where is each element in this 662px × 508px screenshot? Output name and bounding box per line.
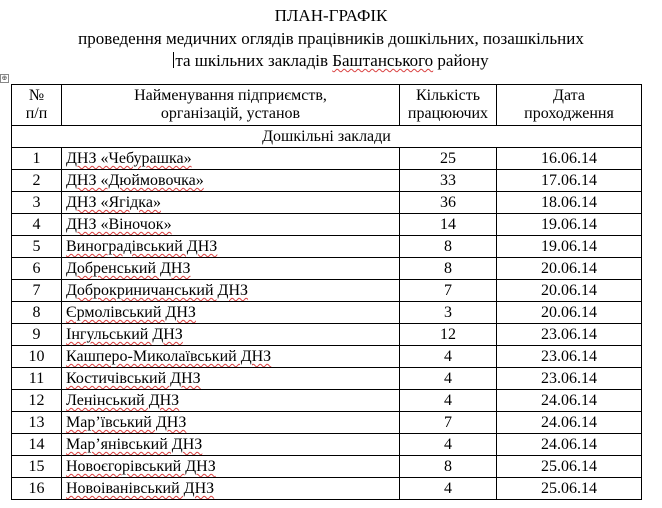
- cell-number: 5: [12, 236, 62, 258]
- cell-number: 10: [12, 346, 62, 368]
- institution-name-text: Єрмолівський ДНЗ: [66, 304, 196, 321]
- institution-name-text: Виноградівський ДНЗ: [66, 238, 218, 255]
- cell-institution-name: [62, 412, 400, 434]
- cell-number: 12: [12, 390, 62, 412]
- cell-number: 16: [12, 478, 62, 500]
- cell-institution-name: [62, 346, 400, 368]
- cell-employee-count: 4: [400, 478, 497, 500]
- institution-name-text: Мар’янівський ДНЗ: [66, 436, 203, 453]
- cell-employee-count: 8: [400, 258, 497, 280]
- institution-name-text: ДНЗ «Віночок»: [66, 216, 172, 233]
- table-row: [12, 170, 642, 192]
- header-count: [400, 85, 497, 126]
- cell-institution-name: [62, 434, 400, 456]
- cell-institution-name: [62, 390, 400, 412]
- cell-number: 4: [12, 214, 62, 236]
- institution-name-text: Мар’ївський ДНЗ: [66, 414, 187, 431]
- cell-employee-count: 4: [400, 434, 497, 456]
- table-row: [12, 148, 642, 170]
- institution-name-text: Кашперо-Миколаївський ДНЗ: [66, 348, 272, 365]
- cell-exam-date: 18.06.14: [497, 192, 642, 214]
- spellcheck-word: Баштанського: [332, 51, 434, 70]
- cell-number: 7: [12, 280, 62, 302]
- cell-number: 9: [12, 324, 62, 346]
- cell-exam-date: 20.06.14: [497, 258, 642, 280]
- section-row: [12, 126, 642, 148]
- table-row: [12, 192, 642, 214]
- table-row: [12, 478, 642, 500]
- table-row: [12, 390, 642, 412]
- table-row: [12, 368, 642, 390]
- cell-exam-date: 23.06.14: [497, 324, 642, 346]
- section-title: Дошкільні заклади: [12, 126, 642, 148]
- header-number-line2: п/п: [25, 105, 48, 122]
- header-name: [62, 85, 400, 126]
- institution-name-text: Костичівський ДНЗ: [66, 370, 201, 387]
- header-count-line2: працюючих: [407, 105, 489, 122]
- subtitle-line3-end: району: [433, 51, 489, 70]
- table-row: [12, 280, 642, 302]
- table-move-handle-icon[interactable]: ⊕: [1, 74, 8, 82]
- header-date-line1: Дата: [553, 87, 585, 104]
- cell-exam-date: 24.06.14: [497, 390, 642, 412]
- document-subtitle-line3: [0, 51, 662, 71]
- cell-exam-date: 23.06.14: [497, 346, 642, 368]
- institution-name-text: ДНЗ «Дюймовочка»: [66, 172, 204, 189]
- header-name-line2: організацій, установ: [160, 105, 301, 122]
- cell-employee-count: 36: [400, 192, 497, 214]
- cell-number: 2: [12, 170, 62, 192]
- cell-number: 6: [12, 258, 62, 280]
- document-subtitle: проведення медичних оглядів працівників дошкільних, позашкільних: [78, 29, 584, 48]
- table-row: [12, 412, 642, 434]
- table-row: [12, 214, 642, 236]
- cell-employee-count: 33: [400, 170, 497, 192]
- cell-exam-date: 16.06.14: [497, 148, 642, 170]
- cell-employee-count: 3: [400, 302, 497, 324]
- institution-name-text: Ленінський ДНЗ: [66, 392, 180, 409]
- table-row: [12, 324, 642, 346]
- cell-employee-count: 8: [400, 456, 497, 478]
- cell-number: 11: [12, 368, 62, 390]
- document-title: ПЛАН-ГРАФІК: [274, 6, 388, 25]
- cell-number: 15: [12, 456, 62, 478]
- cell-exam-date: 25.06.14: [497, 478, 642, 500]
- cell-exam-date: 20.06.14: [497, 302, 642, 324]
- header-count-line1: Кількість: [415, 87, 480, 104]
- institution-name-text: Інгульський ДНЗ: [66, 326, 183, 343]
- cell-institution-name: [62, 280, 400, 302]
- cell-employee-count: 7: [400, 412, 497, 434]
- cell-employee-count: 14: [400, 214, 497, 236]
- institution-name-text: ДНЗ «Ягідка»: [66, 194, 161, 211]
- institution-name-text: Новоіванівський ДНЗ: [66, 480, 215, 497]
- cell-institution-name: [62, 192, 400, 214]
- cell-exam-date: 24.06.14: [497, 434, 642, 456]
- cell-number: 1: [12, 148, 62, 170]
- cell-number: 3: [12, 192, 62, 214]
- cell-exam-date: 25.06.14: [497, 456, 642, 478]
- cell-employee-count: 25: [400, 148, 497, 170]
- cell-exam-date: 20.06.14: [497, 280, 642, 302]
- cell-employee-count: 8: [400, 236, 497, 258]
- cell-institution-name: [62, 302, 400, 324]
- cell-employee-count: 12: [400, 324, 497, 346]
- cell-institution-name: [62, 236, 400, 258]
- cell-institution-name: [62, 170, 400, 192]
- cell-institution-name: [62, 258, 400, 280]
- institution-name-text: Новоєгорівський ДНЗ: [66, 458, 216, 475]
- cell-institution-name: [62, 214, 400, 236]
- table-row: [12, 236, 642, 258]
- subtitle-line3-start: та шкільних закладів: [175, 51, 333, 70]
- header-number: [12, 85, 62, 126]
- cell-exam-date: 19.06.14: [497, 214, 642, 236]
- header-date-line2: проходження: [524, 105, 614, 122]
- cell-institution-name: [62, 148, 400, 170]
- cell-institution-name: [62, 478, 400, 500]
- header-number-line1: №: [28, 87, 45, 104]
- cell-institution-name: [62, 324, 400, 346]
- cell-exam-date: 19.06.14: [497, 236, 642, 258]
- cell-employee-count: 4: [400, 390, 497, 412]
- table-row: [12, 258, 642, 280]
- cell-employee-count: 4: [400, 346, 497, 368]
- cell-exam-date: 23.06.14: [497, 368, 642, 390]
- cell-employee-count: 7: [400, 280, 497, 302]
- table-row: [12, 346, 642, 368]
- cell-exam-date: 17.06.14: [497, 170, 642, 192]
- table-row: [12, 302, 642, 324]
- cell-exam-date: 24.06.14: [497, 412, 642, 434]
- header-date: [497, 85, 642, 126]
- table-row: [12, 434, 642, 456]
- cell-number: 14: [12, 434, 62, 456]
- cell-employee-count: 4: [400, 368, 497, 390]
- institution-name-text: ДНЗ «Чебурашка»: [66, 150, 192, 167]
- cell-institution-name: [62, 456, 400, 478]
- schedule-table: [11, 84, 642, 500]
- cell-institution-name: [62, 368, 400, 390]
- table-header-row: [12, 85, 642, 126]
- table-row: [12, 456, 642, 478]
- header-name-line1: Найменування підприємств,: [134, 87, 327, 104]
- institution-name-text: Добренський ДНЗ: [66, 260, 191, 277]
- institution-name-text: Доброкриничанський ДНЗ: [66, 282, 249, 299]
- cell-number: 13: [12, 412, 62, 434]
- cell-number: 8: [12, 302, 62, 324]
